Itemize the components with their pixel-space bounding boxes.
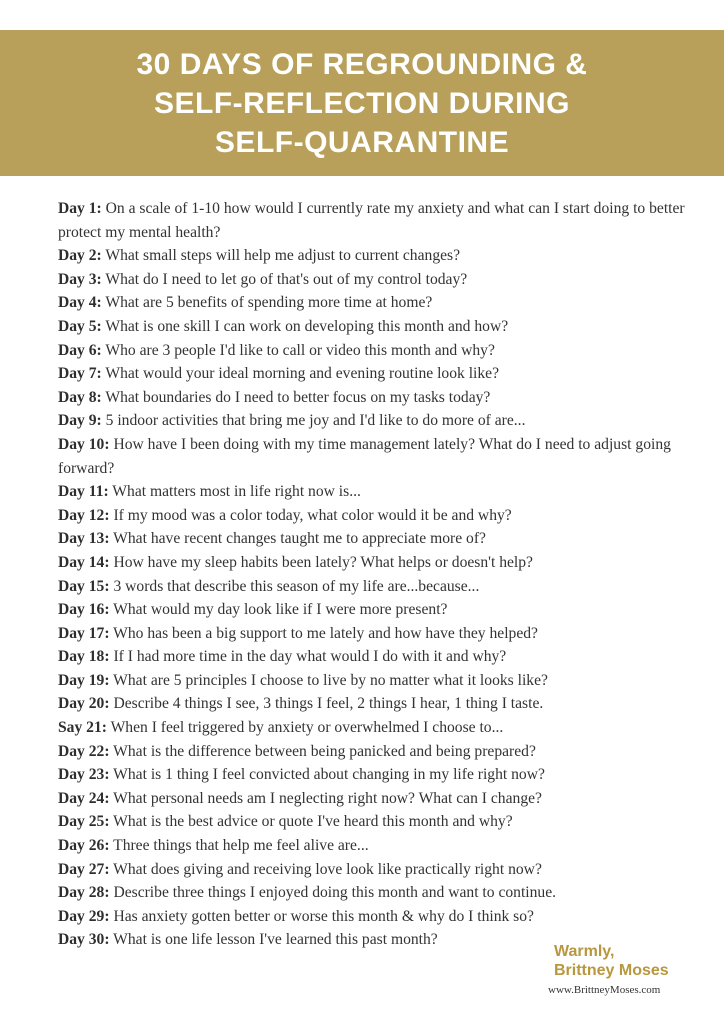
prompt-text: What do I need to let go of that's out of my control today? — [101, 270, 468, 288]
day-label: Day 26: — [58, 837, 110, 855]
day-label: Day 3: — [58, 270, 102, 288]
prompt-text: What are 5 benefits of spending more time at home? — [101, 294, 433, 312]
prompt-text: What is the difference between being panicked and being prepared? — [109, 742, 536, 760]
prompt-item — [58, 858, 698, 882]
prompt-item — [58, 504, 698, 528]
prompt-item — [58, 598, 698, 622]
day-label: Day 29: — [58, 907, 110, 925]
prompt-item — [58, 480, 698, 504]
prompt-text: What is one life lesson I've learned this past month? — [109, 931, 438, 949]
prompt-item — [58, 291, 698, 315]
prompt-item — [58, 362, 698, 386]
prompt-item — [58, 244, 698, 268]
prompt-text: Three things that help me feel alive are... — [109, 837, 369, 855]
prompt-text: Who has been a big support to me lately and how have they helped? — [109, 624, 538, 642]
day-label: Day 10: — [58, 435, 110, 453]
prompt-text: What is the best advice or quote I've heard this month and why? — [109, 813, 513, 831]
day-label: Day 12: — [58, 506, 110, 524]
day-label: Day 20: — [58, 695, 110, 713]
day-label: Day 18: — [58, 648, 110, 666]
prompt-text: What matters most in life right now is... — [108, 483, 361, 501]
day-label: Day 9: — [58, 412, 102, 430]
page-title — [42, 45, 682, 162]
prompt-item — [58, 575, 698, 599]
day-label: Day 6: — [58, 341, 102, 359]
prompt-text: What personal needs am I neglecting right now? What can I change? — [109, 789, 542, 807]
prompt-text: What would my day look like if I were more present? — [109, 601, 448, 619]
prompt-item — [58, 339, 698, 363]
day-label: Day 28: — [58, 884, 110, 902]
prompt-text: How have my sleep habits been lately? What helps or doesn't help? — [109, 553, 533, 571]
day-label: Day 25: — [58, 813, 110, 831]
signoff-author: Brittney Moses — [554, 962, 669, 979]
prompt-item — [58, 268, 698, 292]
prompt-item — [58, 905, 698, 929]
prompt-item — [58, 692, 698, 716]
day-label: Day 23: — [58, 766, 110, 784]
day-label: Day 19: — [58, 671, 110, 689]
day-label: Day 30: — [58, 931, 110, 949]
title-line-1: 30 DAYS OF REGROUNDING & — [136, 47, 588, 81]
day-label: Day 5: — [58, 317, 102, 335]
prompt-text: When I feel triggered by anxiety or overwhelmed I choose to... — [106, 719, 504, 737]
prompt-text: What does giving and receiving love look like practically right now? — [109, 860, 542, 878]
day-label: Day 7: — [58, 365, 102, 383]
prompt-text: What would your ideal morning and evening routine look like? — [101, 365, 500, 383]
prompt-item — [58, 763, 698, 787]
prompt-text: What are 5 principles I choose to live by no matter what it looks like? — [109, 671, 548, 689]
day-label: Day 24: — [58, 789, 110, 807]
prompt-text: Has anxiety gotten better or worse this month & why do I think so? — [109, 907, 534, 925]
prompt-text: On a scale of 1-10 how would I currently rate my anxiety and what can I start doing to better protect my mental health? — [58, 200, 685, 241]
prompt-text: If I had more time in the day what would I do with it and why? — [109, 648, 507, 666]
prompt-text: What is one skill I can work on developing this month and how? — [101, 317, 509, 335]
day-label: Day 15: — [58, 577, 110, 595]
prompt-text: If my mood was a color today, what color would it be and why? — [109, 506, 512, 524]
signoff-greeting: Warmly, — [554, 943, 615, 960]
day-label: Day 16: — [58, 601, 110, 619]
prompt-item — [58, 386, 698, 410]
day-label: Day 14: — [58, 553, 110, 571]
day-label: Day 4: — [58, 294, 102, 312]
prompt-text: What is 1 thing I feel convicted about changing in my life right now? — [109, 766, 545, 784]
prompt-text: How have I been doing with my time management lately? What do I need to adjust going forward? — [58, 435, 671, 477]
prompt-item — [58, 740, 698, 764]
prompt-text: What small steps will help me adjust to current changes? — [101, 247, 461, 265]
prompt-text: Describe three things I enjoyed doing this month and want to continue. — [109, 884, 557, 902]
title-banner — [0, 30, 724, 176]
prompt-text: Who are 3 people I'd like to call or video this month and why? — [101, 341, 495, 359]
day-label: Day 2: — [58, 247, 102, 265]
day-label: Day 22: — [58, 742, 110, 760]
prompt-list — [58, 197, 698, 952]
prompt-item — [58, 881, 698, 905]
prompt-item — [58, 645, 698, 669]
prompt-item — [58, 409, 698, 433]
day-label: Day 13: — [58, 530, 110, 548]
website-url: www.BrittneyMoses.com — [548, 984, 661, 996]
prompt-item — [58, 527, 698, 551]
title-line-2: SELF-REFLECTION DURING — [154, 86, 570, 120]
title-line-3: SELF-QUARANTINE — [214, 125, 510, 159]
prompt-text: Describe 4 things I see, 3 things I feel, 2 things I hear, 1 thing I taste. — [109, 695, 544, 713]
day-label: Day 1: — [58, 200, 102, 217]
prompt-item — [58, 622, 698, 646]
day-label: Day 17: — [58, 624, 110, 642]
day-label: Day 8: — [58, 388, 102, 406]
prompt-item — [58, 669, 698, 693]
prompt-text: 5 indoor activities that bring me joy and I'd like to do more of are... — [101, 412, 526, 430]
prompt-text: 3 words that describe this season of my life are...because... — [109, 577, 480, 595]
signoff — [548, 942, 708, 996]
prompt-item — [58, 197, 698, 244]
prompt-item — [58, 716, 698, 740]
prompt-item — [58, 810, 698, 834]
prompt-item — [58, 834, 698, 858]
day-label: Day 27: — [58, 860, 110, 878]
day-label: Day 11: — [58, 483, 109, 501]
prompt-text: What boundaries do I need to better focus on my tasks today? — [101, 388, 491, 406]
prompt-item — [58, 433, 698, 480]
prompt-item — [58, 551, 698, 575]
prompt-item — [58, 315, 698, 339]
day-label: Say 21: — [58, 719, 107, 737]
prompt-text: What have recent changes taught me to appreciate more of? — [109, 530, 486, 548]
prompt-item — [58, 787, 698, 811]
